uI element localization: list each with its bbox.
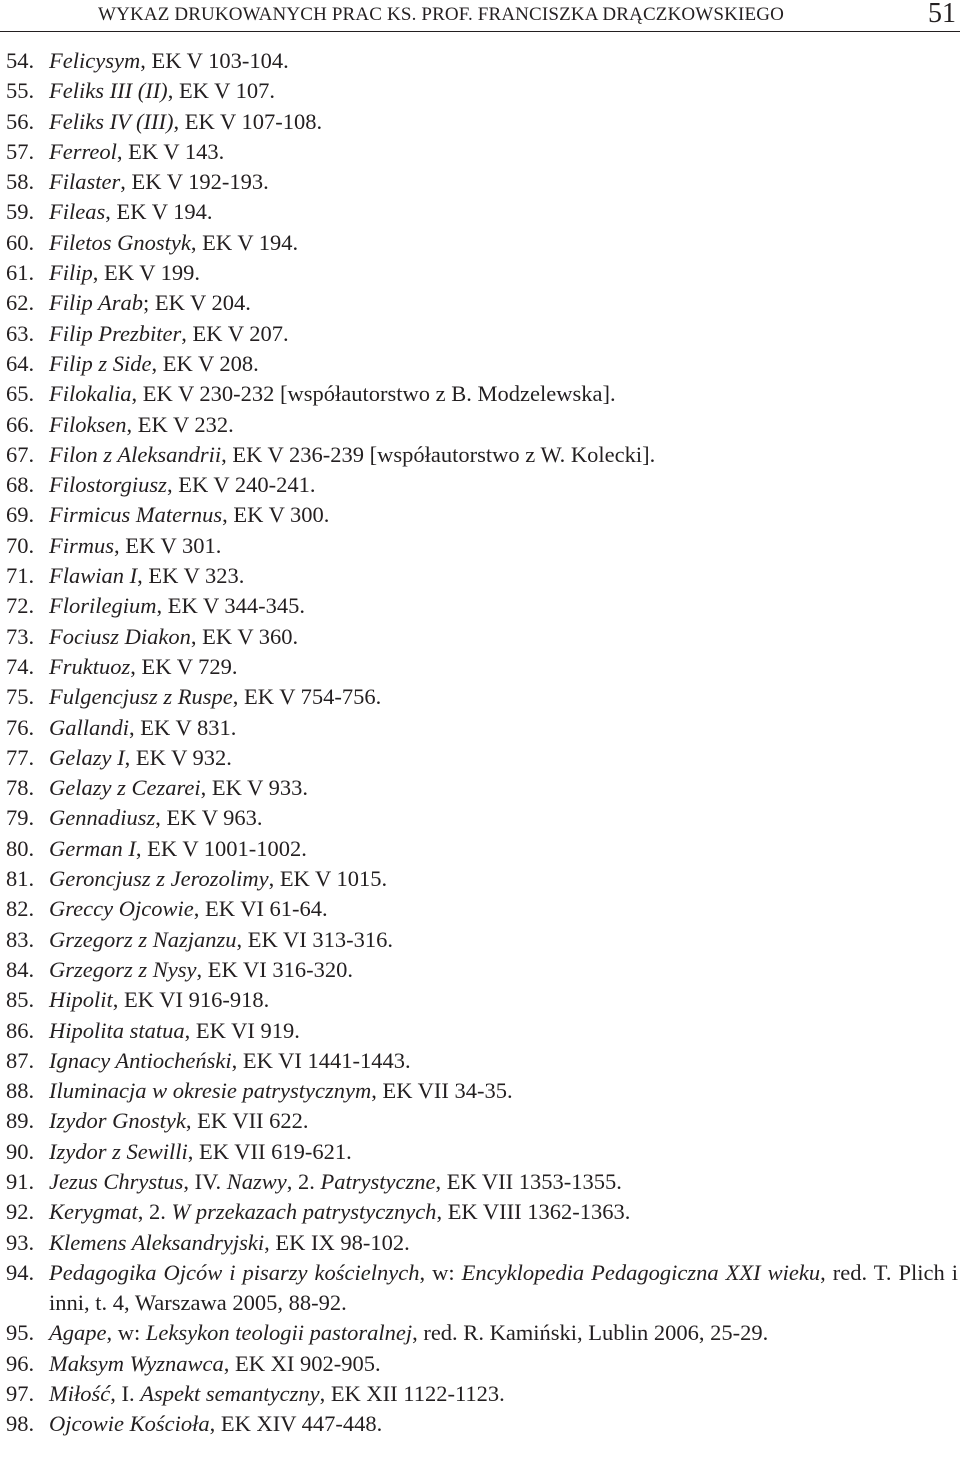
entry-title: Jezus Chrystus [49, 1168, 184, 1194]
entry-title: Ferreol [49, 138, 117, 164]
entry-citation: , EK V 103-104. [140, 48, 289, 73]
entry-title: Gelazy z Cezarei [49, 775, 201, 801]
list-item [6, 1228, 958, 1258]
entry-citation: , EK V 207. [181, 320, 289, 346]
entry-citation: , EK V 831. [129, 714, 237, 740]
page-number: 51 [928, 0, 956, 29]
entry-title: Grzegorz z Nysy [49, 956, 197, 982]
entry-title: W przekazach patrystycznych [171, 1199, 437, 1225]
entry-title: Feliks IV (III) [49, 108, 174, 134]
list-item [6, 167, 958, 197]
entry-number: 72. [6, 593, 35, 619]
entry-number: 68. [6, 472, 35, 498]
entry-citation: , EK VII 34-35. [371, 1078, 513, 1104]
entry-citation: , w: [106, 1320, 146, 1346]
bibliography-list [6, 46, 958, 1440]
entry-citation: , EK V 192-193. [120, 169, 269, 195]
entry-title: Filaster [49, 169, 121, 195]
list-item [6, 1046, 958, 1076]
entry-title: Firmus [49, 532, 115, 558]
entry-number: 62. [6, 290, 35, 316]
entry-title: Felicysym [49, 48, 141, 73]
entry-citation: ; EK V 204. [142, 290, 251, 316]
entry-citation: , red. R. Kamiński, Lublin 2006, 25-29. [412, 1320, 769, 1346]
list-item [6, 531, 958, 561]
entry-citation: , EK XII 1122-1123. [319, 1381, 505, 1407]
entry-citation: , w: [419, 1259, 462, 1285]
page-header [0, 0, 960, 34]
entry-title: Filip z Side [49, 350, 152, 376]
entry-title: Fociusz Diakon [49, 623, 191, 649]
entry-number: 77. [6, 744, 35, 770]
list-item [6, 1197, 958, 1227]
entry-citation: , EK VI 316-320. [196, 956, 353, 982]
entry-citation: , EK VII 619-621. [187, 1138, 352, 1164]
entry-citation: , EK V 194. [190, 229, 299, 255]
entry-citation: , 2. [137, 1199, 172, 1225]
entry-number: 89. [6, 1108, 35, 1134]
list-item [6, 1106, 958, 1136]
list-item [6, 1318, 958, 1348]
list-item [6, 803, 958, 833]
entry-number: 90. [6, 1138, 35, 1164]
entry-number: 54. [6, 48, 35, 73]
entry-number: 71. [6, 563, 35, 589]
entry-number: 65. [6, 381, 35, 407]
entry-number: 97. [6, 1381, 35, 1407]
entry-title: Filip Prezbiter [49, 320, 182, 346]
entry-title: Ojcowie Kościoła [49, 1411, 210, 1437]
entry-citation: , EK VI 1441-1443. [231, 1047, 411, 1073]
entry-number: 66. [6, 411, 35, 437]
list-item [6, 76, 958, 106]
entry-title: Leksykon teologii pastoralnej [145, 1320, 413, 1346]
entry-citation: , EK V 199. [92, 260, 201, 286]
entry-citation: , EK V 754-756. [232, 684, 382, 710]
list-item [6, 925, 958, 955]
entry-number: 57. [6, 138, 35, 164]
entry-citation: , EK V 963. [155, 805, 263, 831]
list-item [6, 46, 958, 76]
entry-number: 64. [6, 350, 35, 376]
entry-number: 93. [6, 1229, 35, 1255]
entry-title: Hipolit [49, 987, 113, 1013]
entry-title: Encyklopedia Pedagogiczna XXI wieku [461, 1259, 821, 1285]
entry-number: 81. [6, 866, 35, 892]
entry-title: Gennadiusz [49, 805, 156, 831]
entry-title: German I [49, 835, 136, 861]
entry-number: 80. [6, 835, 35, 861]
list-item [6, 773, 958, 803]
entry-number: 78. [6, 775, 35, 801]
entry-citation: , EK V 301. [114, 532, 222, 558]
entry-citation: , EK V 230-232 [współautorstwo z B. Modzelewska]. [131, 381, 616, 407]
entry-number: 84. [6, 956, 35, 982]
entry-title: Greccy Ojcowie [49, 896, 194, 922]
entry-citation: , EK VI 313-316. [236, 926, 393, 952]
list-item [6, 379, 958, 409]
entry-citation: , EK V 932. [124, 744, 232, 770]
entry-number: 69. [6, 502, 35, 528]
entry-citation: , EK VI 916-918. [112, 987, 270, 1013]
entry-title: Filetos Gnostyk [49, 229, 191, 255]
entry-title: Grzegorz z Nazjanzu [49, 926, 237, 952]
entry-title: Kerygmat [49, 1199, 138, 1225]
entry-citation: , 2. [286, 1168, 321, 1194]
entry-citation: , EK V 232. [126, 411, 234, 437]
entry-citation: , red. T. Plich i inni, t. 4, Warszawa 2005, 88-92. [49, 1259, 958, 1316]
entry-citation: , EK XI 902-905. [223, 1350, 381, 1376]
list-item [6, 1258, 958, 1319]
entry-title: Fulgencjusz z Ruspe [49, 684, 233, 710]
entry-number: 74. [6, 653, 35, 679]
entry-number: 61. [6, 260, 35, 286]
list-item [6, 1076, 958, 1106]
entry-citation: , EK V 194. [105, 199, 213, 225]
entry-title: Iluminacja w okresie patrystycznym [49, 1078, 372, 1104]
entry-number: 63. [6, 320, 35, 346]
entry-citation: , EK V 208. [151, 350, 259, 376]
entry-title: Pedagogika Ojców i pisarzy kościelnych [49, 1259, 420, 1285]
entry-citation: , EK V 360. [190, 623, 299, 649]
list-item [6, 985, 958, 1015]
entry-number: 88. [6, 1078, 35, 1104]
entry-title: Filip Arab [49, 290, 143, 316]
entry-title: Firmicus Maternus [49, 502, 223, 528]
entry-citation: , EK V 1001-1002. [135, 835, 307, 861]
entry-citation: , EK V 107-108. [173, 108, 323, 134]
entry-citation: , EK VII 1353-1355. [435, 1168, 622, 1194]
entry-number: 86. [6, 1017, 35, 1043]
entry-citation: , EK VI 61-64. [193, 896, 328, 922]
list-item [6, 622, 958, 652]
entry-citation: , EK V 323. [137, 563, 245, 589]
entry-title: Fileas [49, 199, 106, 225]
entry-citation: , EK XIV 447-448. [209, 1411, 383, 1437]
list-item [6, 561, 958, 591]
entry-citation: , EK V 236-239 [współautorstwo z W. Kolecki]. [221, 441, 656, 467]
entry-citation: , EK V 1015. [268, 866, 388, 892]
list-item [6, 743, 958, 773]
header-rule [0, 31, 960, 32]
entry-title: Filoksen [49, 411, 127, 437]
list-item [6, 349, 958, 379]
list-item [6, 197, 958, 227]
entry-citation: , EK VII 622. [185, 1108, 309, 1134]
list-item [6, 864, 958, 894]
entry-title: Klemens Aleksandryjski [49, 1229, 265, 1255]
entry-citation: , EK V 729. [130, 653, 238, 679]
entry-title: Izydor Gnostyk [49, 1108, 186, 1134]
entry-citation: , EK VIII 1362-1363. [436, 1199, 631, 1225]
entry-title: Filokalia [49, 381, 132, 407]
list-item [6, 1167, 958, 1197]
entry-title: Maksym Wyznawca [49, 1350, 224, 1376]
entry-number: 83. [6, 926, 35, 952]
entry-number: 82. [6, 896, 35, 922]
entry-citation: , EK IX 98-102. [264, 1229, 410, 1255]
entry-citation: , EK V 107. [167, 78, 275, 104]
entry-number: 73. [6, 623, 35, 649]
list-item [6, 137, 958, 167]
entry-number: 60. [6, 229, 35, 255]
entry-title: Patrystyczne [320, 1168, 436, 1194]
entry-title: Filostorgiusz [49, 472, 167, 498]
list-item [6, 1409, 958, 1439]
entry-title: Ignacy Antiocheński [49, 1047, 232, 1073]
list-item [6, 1137, 958, 1167]
entry-title: Gelazy I [49, 744, 125, 770]
running-head: WYKAZ DRUKOWANYCH PRAC KS. PROF. FRANCISZKA DRĄCZKOWSKIEGO [98, 4, 784, 25]
entry-citation: , I. [110, 1381, 141, 1407]
entry-title: Gallandi [49, 714, 130, 740]
entry-number: 70. [6, 532, 35, 558]
entry-number: 76. [6, 714, 35, 740]
list-item [6, 410, 958, 440]
entry-number: 75. [6, 684, 35, 710]
entry-number: 87. [6, 1047, 35, 1073]
entry-citation: , EK V 240-241. [166, 472, 316, 498]
entry-title: Filon z Aleksandrii [49, 441, 222, 467]
entry-title: Aspekt semantyczny [140, 1381, 320, 1407]
entry-title: Nazwy [226, 1168, 287, 1194]
entry-title: Filip [49, 260, 93, 286]
list-item [6, 470, 958, 500]
entry-number: 94. [6, 1259, 35, 1285]
list-item [6, 955, 958, 985]
list-item [6, 500, 958, 530]
entry-number: 67. [6, 441, 35, 467]
list-item [6, 713, 958, 743]
list-item [6, 258, 958, 288]
entry-number: 92. [6, 1199, 35, 1225]
entry-title: Agape [49, 1320, 107, 1346]
list-item [6, 894, 958, 924]
entry-title: Geroncjusz z Jerozolimy [49, 866, 269, 892]
list-item [6, 1016, 958, 1046]
entry-number: 79. [6, 805, 35, 831]
entry-number: 98. [6, 1411, 35, 1437]
entry-title: Miłość [49, 1381, 111, 1407]
entry-title: Florilegium [49, 593, 157, 619]
entry-number: 96. [6, 1350, 35, 1376]
entry-number: 58. [6, 169, 35, 195]
entry-citation: , EK VI 919. [184, 1017, 300, 1043]
entry-number: 56. [6, 108, 35, 134]
entry-title: Hipolita statua [49, 1017, 185, 1043]
entry-number: 55. [6, 78, 35, 104]
list-item [6, 1349, 958, 1379]
list-item [6, 288, 958, 318]
entry-citation: , EK V 344-345. [156, 593, 306, 619]
entry-citation: , EK V 933. [200, 775, 308, 801]
entry-title: Izydor z Sewilli [49, 1138, 188, 1164]
entry-title: Feliks III (II) [49, 78, 168, 104]
list-item [6, 440, 958, 470]
entry-citation: , EK V 143. [116, 138, 225, 164]
list-item [6, 591, 958, 621]
list-item [6, 1379, 958, 1409]
list-item [6, 834, 958, 864]
list-item [6, 228, 958, 258]
entry-number: 95. [6, 1320, 35, 1346]
list-item [6, 652, 958, 682]
entry-number: 59. [6, 199, 35, 225]
entry-citation: , EK V 300. [222, 502, 330, 528]
entry-number: 85. [6, 987, 35, 1013]
list-item [6, 682, 958, 712]
entry-title: Fruktuoz [49, 653, 131, 679]
entry-title: Flawian I [49, 563, 138, 589]
entry-citation: , IV. [183, 1168, 227, 1194]
list-item [6, 319, 958, 349]
entry-number: 91. [6, 1168, 35, 1194]
list-item [6, 107, 958, 137]
